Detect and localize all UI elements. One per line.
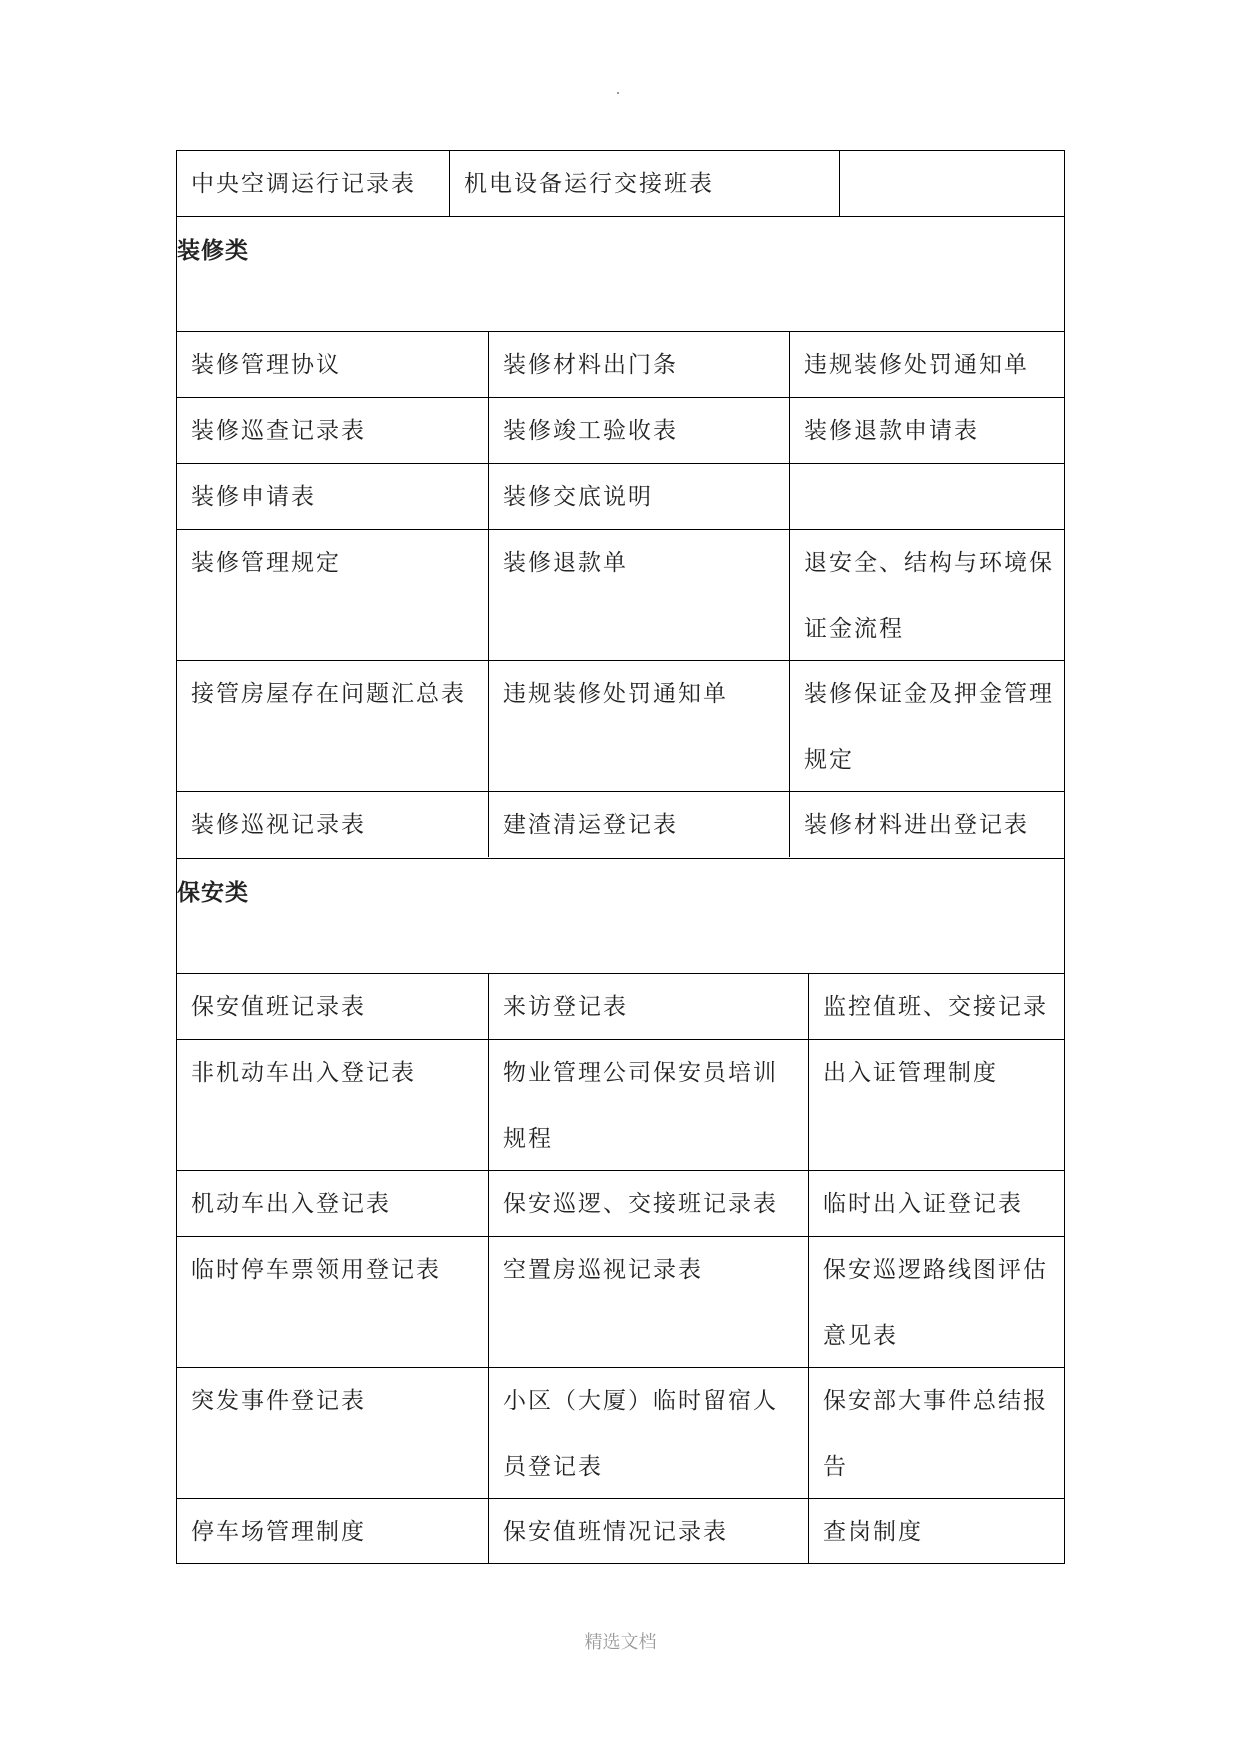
table-cell: 来访登记表 — [488, 974, 808, 1039]
table-row — [177, 1367, 1064, 1498]
table-cell: 临时停车票领用登记表 — [191, 1257, 441, 1283]
table-cell: 装修管理协议 — [191, 352, 341, 378]
table-cell: 建渣清运登记表 — [488, 792, 789, 857]
table-cell: 装修保证金及押金管理规定 — [789, 661, 1064, 791]
table-row — [177, 1498, 1064, 1563]
section-title: 保安类 — [177, 880, 249, 906]
table-cell: 装修退款单 — [488, 530, 789, 660]
table-cell: 装修巡查记录表 — [191, 418, 366, 444]
table-cell: 物业管理公司保安员培训规程 — [488, 1040, 808, 1170]
table-cell: 机电设备运行交接班表 — [449, 151, 839, 216]
table-cell: 停车场管理制度 — [191, 1519, 366, 1545]
table-row — [177, 397, 1064, 463]
renovation-table — [176, 216, 1065, 859]
table-cell: 违规装修处罚通知单 — [488, 661, 789, 791]
top-table — [176, 150, 1065, 217]
table-row — [177, 463, 1064, 529]
table-row — [177, 529, 1064, 660]
table-cell: 装修竣工验收表 — [488, 398, 789, 463]
table-cell — [839, 151, 1064, 216]
table-cell: 查岗制度 — [808, 1499, 1064, 1563]
table-cell: 空置房巡视记录表 — [488, 1237, 808, 1367]
table-cell: 装修退款申请表 — [789, 398, 1064, 463]
table-cell: 机动车出入登记表 — [191, 1191, 391, 1217]
table-cell: 保安巡逻路线图评估意见表 — [808, 1237, 1064, 1367]
table-cell: 保安值班记录表 — [191, 994, 366, 1020]
section-title: 装修类 — [177, 238, 249, 264]
table-row — [177, 660, 1064, 791]
table-cell: 接管房屋存在问题汇总表 — [191, 681, 466, 707]
table-row — [177, 1039, 1064, 1170]
table-row — [177, 1170, 1064, 1236]
table-cell: 装修材料进出登记表 — [789, 792, 1064, 857]
table-row — [177, 331, 1064, 397]
table-cell: 装修巡视记录表 — [191, 812, 366, 838]
table-cell: 装修交底说明 — [488, 464, 789, 529]
security-table — [176, 858, 1065, 1564]
table-row — [177, 973, 1064, 1039]
table-row — [177, 1236, 1064, 1367]
table-cell: 装修管理规定 — [191, 550, 341, 576]
table-row — [177, 151, 1064, 216]
table-cell: 监控值班、交接记录 — [808, 974, 1064, 1039]
table-cell: 小区（大厦）临时留宿人员登记表 — [488, 1368, 808, 1498]
table-cell: 保安巡逻、交接班记录表 — [488, 1171, 808, 1236]
table-cell: 违规装修处罚通知单 — [789, 332, 1064, 397]
header-dot — [617, 92, 619, 94]
table-cell: 保安值班情况记录表 — [488, 1499, 808, 1563]
table-cell: 装修申请表 — [191, 484, 316, 510]
table-cell: 装修材料出门条 — [488, 332, 789, 397]
table-cell: 保安部大事件总结报告 — [808, 1368, 1064, 1498]
table-cell: 突发事件登记表 — [191, 1388, 366, 1414]
table-cell — [789, 464, 1064, 529]
table-cell: 中央空调运行记录表 — [191, 171, 416, 197]
page-footer: 精选文档 — [584, 1632, 657, 1653]
table-cell: 非机动车出入登记表 — [191, 1060, 416, 1086]
table-row — [177, 791, 1064, 857]
table-cell: 退安全、结构与环境保证金流程 — [789, 530, 1064, 660]
table-cell: 临时出入证登记表 — [808, 1171, 1064, 1236]
table-cell: 出入证管理制度 — [808, 1040, 1064, 1170]
